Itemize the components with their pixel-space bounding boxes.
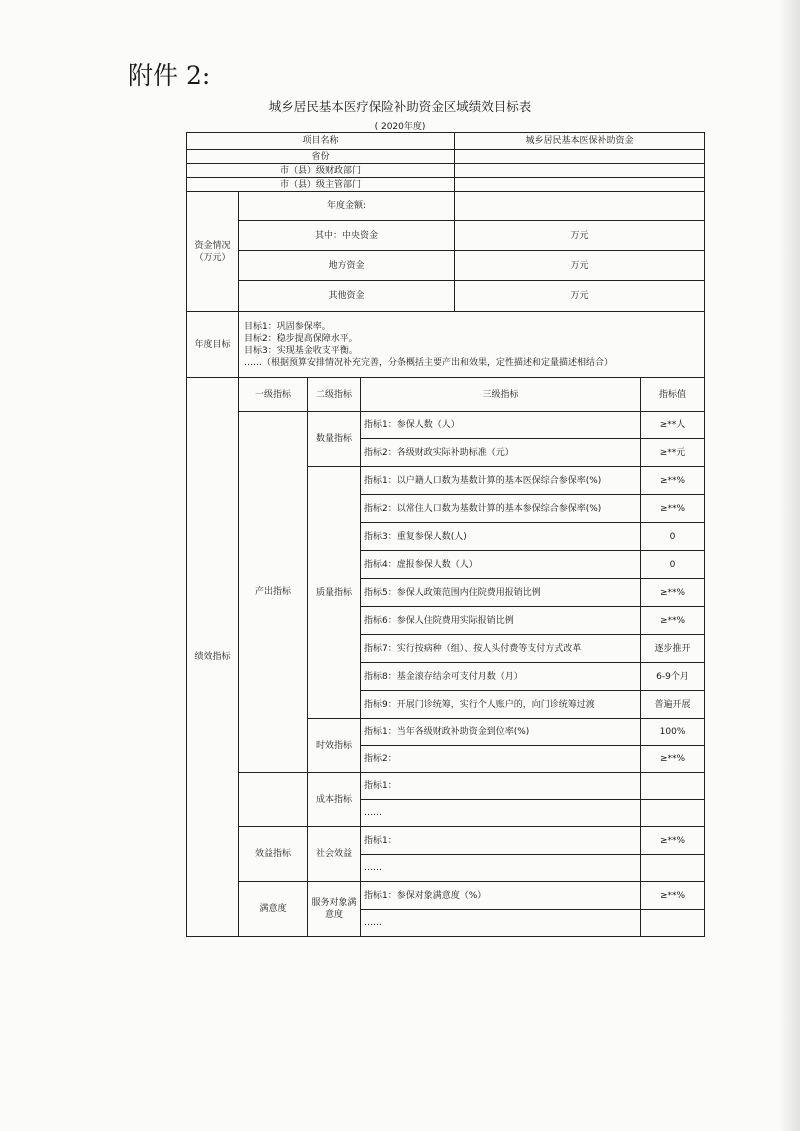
indicator-m8: 指标8：基金滚存结余可支付月数（月） (361, 663, 641, 691)
project-name-label: 项目名称 (187, 133, 455, 150)
table-row (187, 251, 705, 281)
col-value: 指标值 (641, 378, 705, 412)
scan-edge-shadow (778, 0, 800, 1131)
indicator-m2-value: ≥**% (641, 495, 705, 523)
satisfaction-indicator-label: 满意度 (239, 882, 308, 937)
indicator-m9: 指标9：开展门诊统筹，实行个人账户的，向门诊统筹过渡 (361, 691, 641, 719)
indicator-s-dots: …… (361, 855, 641, 882)
indicator-t2-value: ≥**% (641, 746, 705, 773)
social-benefit-label: 社会效益 (308, 827, 361, 882)
indicator-m8-value: 6-9个月 (641, 663, 705, 691)
annual-goals-content (239, 312, 705, 378)
indicator-m7: 指标7：实行按病种（组）、按人头付费等支付方式改革 (361, 635, 641, 663)
goal-line: ……（根据预算安排情况补充完善，分条概括主要产出和效果，定性描述和定量描述相结合） (244, 357, 614, 368)
goal-line: 目标3：实现基金收支平衡。 (244, 345, 358, 356)
indicator-m5-value: ≥**% (641, 579, 705, 607)
table-row (187, 882, 705, 910)
col-level1: 一级指标 (239, 378, 308, 412)
indicator-sat-dots-value (641, 910, 705, 937)
province-value (455, 150, 705, 164)
perf-side-label: 绩效指标 (187, 378, 239, 937)
indicator-c1: 指标1： (361, 773, 641, 800)
table-row (187, 221, 705, 251)
indicator-m1: 指标1：以户籍人口数为基数计算的基本医保综合参保率(%) (361, 467, 641, 495)
central-funds-label: 其中：中央资金 (239, 221, 455, 251)
indicator-sat-dots: …… (361, 910, 641, 937)
indicator-t1: 指标1：当年各级财政补助资金到位率(%) (361, 719, 641, 746)
quantity-indicator-label: 数量指标 (308, 412, 361, 467)
table-row (187, 312, 705, 378)
goal-line: 目标2：稳步提高保障水平。 (244, 333, 358, 344)
table-row (187, 192, 705, 221)
table-row (187, 412, 705, 439)
table-row (187, 178, 705, 192)
indicator-t1-value: 100% (641, 719, 705, 746)
table-row (187, 281, 705, 312)
project-name-value: 城乡居民基本医保补助资金 (455, 133, 705, 150)
benefit-indicator-label: 效益指标 (239, 827, 308, 882)
indicator-q1: 指标1：参保人数（人） (361, 412, 641, 439)
competent-dept-label: 市（县）级主管部门 (187, 178, 455, 192)
competent-dept-value (455, 178, 705, 192)
indicator-m9-value: 普遍开展 (641, 691, 705, 719)
indicator-m1-value: ≥**% (641, 467, 705, 495)
indicator-sat1-value: ≥**% (641, 882, 705, 910)
indicator-c-dots: …… (361, 800, 641, 827)
indicator-m3-value: 0 (641, 523, 705, 551)
cost-indicator-label: 成本指标 (308, 773, 361, 827)
quality-indicator-label: 质量指标 (308, 467, 361, 719)
central-funds-unit: 万元 (455, 221, 705, 251)
indicator-s1-value: ≥**% (641, 827, 705, 855)
table-row (187, 133, 705, 150)
col-level2: 二级指标 (308, 378, 361, 412)
table-row (187, 164, 705, 178)
local-funds-unit: 万元 (455, 251, 705, 281)
table-row (187, 773, 705, 800)
output-indicator-continued (239, 773, 308, 827)
other-funds-label: 其他资金 (239, 281, 455, 312)
annual-amount-value (455, 192, 705, 221)
indicator-q2-value: ≥**元 (641, 439, 705, 467)
finance-dept-label: 市（县）级财政部门 (187, 164, 455, 178)
table-row (187, 827, 705, 855)
other-funds-unit: 万元 (455, 281, 705, 312)
table-row (187, 378, 705, 412)
document-year: ( 2020年度) (374, 122, 426, 132)
table-row (187, 150, 705, 164)
performance-target-table (186, 132, 705, 937)
indicator-q2: 指标2：各级财政实际补助标准（元） (361, 439, 641, 467)
local-funds-label: 地方资金 (239, 251, 455, 281)
indicator-m3: 指标3：重复参保人数(人) (361, 523, 641, 551)
annual-goals-label: 年度目标 (187, 312, 239, 378)
funding-group-label: 资金情况（万元） (187, 192, 239, 312)
indicator-m2: 指标2：以常住人口数为基数计算的基本参保综合参保率(%) (361, 495, 641, 523)
output-indicator-label: 产出指标 (239, 412, 308, 773)
document-title: 城乡居民基本医疗保险补助资金区域绩效目标表 (268, 99, 532, 114)
indicator-m4: 指标4：虚报参保人数（人） (361, 551, 641, 579)
attachment-label: 附件 2: (128, 61, 211, 90)
indicator-m7-value: 逐步推开 (641, 635, 705, 663)
indicator-m6-value: ≥**% (641, 607, 705, 635)
indicator-t2: 指标2： (361, 746, 641, 773)
indicator-s1: 指标1： (361, 827, 641, 855)
service-satisfaction-label: 服务对象满意度 (308, 882, 361, 937)
indicator-m6: 指标6：参保人住院费用实际报销比例 (361, 607, 641, 635)
province-label: 省份 (187, 150, 455, 164)
indicator-c-dots-value (641, 800, 705, 827)
col-level3: 三级指标 (361, 378, 641, 412)
goal-line: 目标1：巩固参保率。 (244, 321, 331, 332)
indicator-m4-value: 0 (641, 551, 705, 579)
indicator-m5: 指标5：参保人政策范围内住院费用报销比例 (361, 579, 641, 607)
finance-dept-value (455, 164, 705, 178)
indicator-s-dots-value (641, 855, 705, 882)
annual-amount-label: 年度金额: (239, 192, 455, 221)
indicator-c1-value (641, 773, 705, 800)
indicator-q1-value: ≥**人 (641, 412, 705, 439)
indicator-sat1: 指标1：参保对象满意度（%） (361, 882, 641, 910)
timeliness-indicator-label: 时效指标 (308, 719, 361, 773)
